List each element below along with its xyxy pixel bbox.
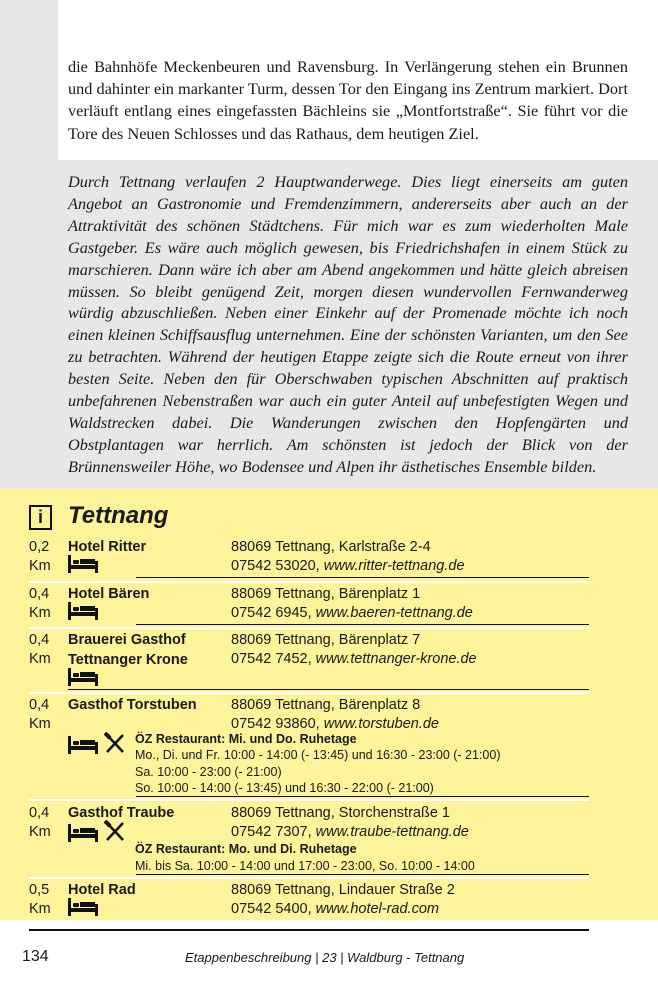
restaurant-hours-heading: ÖZ Restaurant: Mo. und Di. Ruhetage xyxy=(135,842,357,856)
entry-address: 88069 Tettnang, Bärenplatz 7 xyxy=(231,632,421,648)
restaurant-hours: Mo., Di. und Fr. 10:00 - 14:00 (- 13:45) und 16:30 - 23:00 (- 21:00) xyxy=(135,748,501,762)
entry-separator xyxy=(29,627,589,629)
running-title: Etappenbeschreibung | 23 | Waldburg - Tettnang xyxy=(185,950,465,965)
bed-icon xyxy=(68,668,98,686)
entry-distance: 0,4 Km xyxy=(29,805,51,840)
entry-underline xyxy=(136,577,589,578)
entry-icons xyxy=(68,602,98,620)
entry-contact: 07542 93860, www.torstuben.de xyxy=(231,716,439,732)
entry-website[interactable]: www.tettnanger-krone.de xyxy=(315,651,477,667)
entry-underline xyxy=(68,689,589,690)
footer-rule xyxy=(29,929,589,931)
entry-separator xyxy=(29,692,589,694)
entry-address: 88069 Tettnang, Karlstraße 2-4 xyxy=(231,539,431,555)
entry-distance: 0,5 Km xyxy=(29,882,51,917)
entry-name: Hotel Rad xyxy=(68,882,136,898)
entry-website[interactable]: www.ritter-tettnang.de xyxy=(323,558,465,574)
entry-underline xyxy=(136,624,589,625)
entry-distance: 0,4 Km xyxy=(29,586,51,621)
body-paragraph: die Bahnhöfe Meckenbeuren und Ravensburg. In Verlängerung stehen ein Brunnen und dahinter ein markanter Turm, dessen Tor den Eingang ins Zentrum markiert. Dort verläuft entlang eines eingefassten Bächleins sie „Montfortstraße“. Sie führt vor die Tore des Neuen Schlosses und das Rathaus, dem heutigen Ziel. xyxy=(68,57,628,143)
entry-separator xyxy=(29,581,589,583)
entry-icons xyxy=(68,898,98,916)
city-title: Tettnang xyxy=(68,502,169,529)
entry-address: 88069 Tettnang, Bärenplatz 1 xyxy=(231,586,421,602)
info-icon: i xyxy=(29,505,52,530)
entry-website[interactable]: www.traube-tettnang.de xyxy=(315,824,469,840)
entry-website[interactable]: www.torstuben.de xyxy=(323,716,439,732)
bed-icon xyxy=(68,736,98,754)
entry-name: Hotel Bären xyxy=(68,586,150,602)
entry-underline xyxy=(136,796,589,797)
entry-contact: 07542 7307, www.traube-tettnang.de xyxy=(231,824,469,840)
entry-distance: 0,2 Km xyxy=(29,539,51,574)
restaurant-hours: Sa. 10:00 - 23:00 (- 21:00) xyxy=(135,765,282,779)
italic-paragraph: Durch Tettnang verlaufen 2 Hauptwanderwege. Dies liegt einerseits am guten Angebot an Gastronomie und Fremdenzimmern, andererseits aber auch an der Attraktivität des schönen Städtchens. Für mich war es zum wiederholten Male Gastgeber. Es wäre auch möglich gewesen, bis Friedrichshafen in einem Stück zu marschieren. Dann wäre ich aber am Abend angekommen und hätte gleich abreisen müssen. So bleibt genügend Zeit, morgen diesen wundervollen Fernwanderweg würdig abzuschließen. Neben einer Einkehr auf der Promenade möchte ich noch einen kleinen Schiffsausflug unternehmen. Eine der schönsten Varianten, um den See zu betrachten. Während der heutigen Etappe zeigte sich die Route erneut von ihrer besten Seite. Neben den für Oberschwaben typischen Abschnitten auf praktisch unbefahrenen Nebenstraßen war auch ein guter Anteil auf unbefestigten Wegen und Waldstrecken dabei. Die Wanderungen zwischen den Hopfengärten und Obstplantagen war herrlich. Am schönsten ist jedoch der Blick von der Brünnensweiler Höhe, wo Bodensee und Alpen ihr ästhetisches Ensemble bilden. xyxy=(68,172,628,476)
entry-icons xyxy=(68,732,126,754)
bed-icon xyxy=(68,555,98,573)
entry-distance: 0,4 Km xyxy=(29,697,51,732)
entry-separator xyxy=(29,799,589,801)
entry-icons xyxy=(68,668,98,686)
entry-contact: 07542 6945, www.baeren-tettnang.de xyxy=(231,605,473,621)
restaurant-icon xyxy=(104,732,126,754)
entry-underline xyxy=(136,874,589,875)
entry-distance: 0,4 Km xyxy=(29,632,51,667)
entry-website[interactable]: www.hotel-rad.com xyxy=(315,901,439,917)
entry-website[interactable]: www.baeren-tettnang.de xyxy=(315,605,473,621)
entry-contact: 07542 5400, www.hotel-rad.com xyxy=(231,901,439,917)
restaurant-hours-heading: ÖZ Restaurant: Mi. und Do. Ruhetage xyxy=(135,732,357,746)
bed-icon xyxy=(68,602,98,620)
entry-icons xyxy=(68,555,98,573)
entry-icons xyxy=(68,820,126,842)
entry-name: Hotel Ritter xyxy=(68,539,147,555)
entry-separator xyxy=(29,877,589,879)
restaurant-icon xyxy=(104,820,126,842)
entry-address: 88069 Tettnang, Lindauer Straße 2 xyxy=(231,882,455,898)
entry-address: 88069 Tettnang, Storchenstraße 1 xyxy=(231,805,450,821)
entry-name: Gasthof Traube xyxy=(68,805,175,821)
entry-address: 88069 Tettnang, Bärenplatz 8 xyxy=(231,697,421,713)
restaurant-hours: So. 10:00 - 14:00 (- 13:45) und 16:30 - 22:00 (- 21:00) xyxy=(135,781,434,795)
entry-contact: 07542 7452, www.tettnanger-krone.de xyxy=(231,651,477,667)
bed-icon xyxy=(68,898,98,916)
entry-name: Brauerei Gasthof Tettnanger Krone xyxy=(68,632,188,668)
page-number: 134 xyxy=(22,948,49,965)
restaurant-hours: Mi. bis Sa. 10:00 - 14:00 und 17:00 - 23:00, So. 10:00 - 14:00 xyxy=(135,859,475,873)
entry-contact: 07542 53020, www.ritter-tettnang.de xyxy=(231,558,465,574)
bed-icon xyxy=(68,824,98,842)
entry-name: Gasthof Torstuben xyxy=(68,697,197,713)
